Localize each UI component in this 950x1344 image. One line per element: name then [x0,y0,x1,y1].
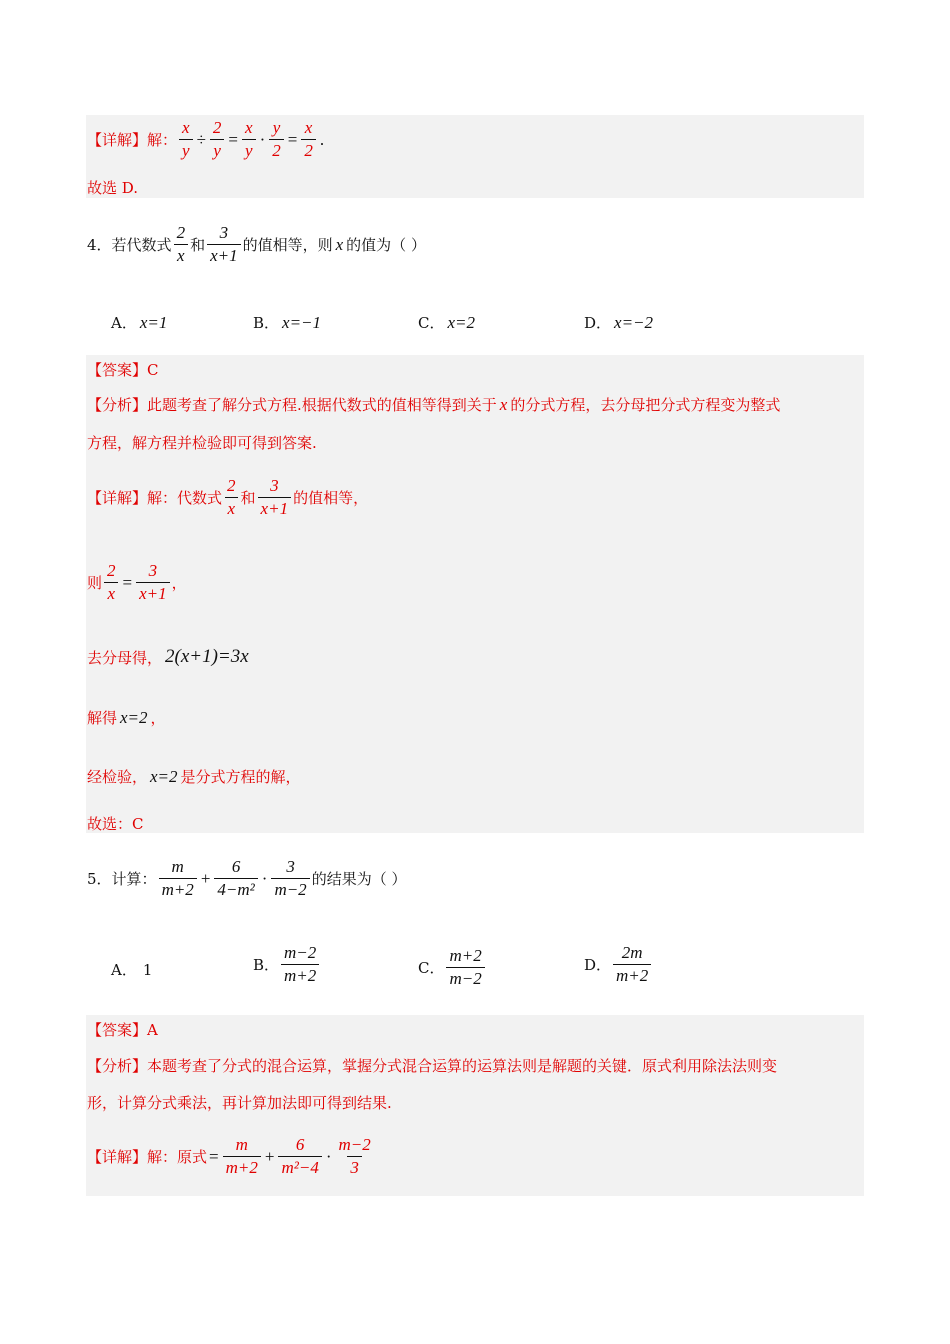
operator: · [259,129,266,149]
step-text: 去分母得， [87,648,163,667]
numerator: m−2 [338,1135,371,1154]
denominator: m+2 [281,964,319,986]
numerator: y [272,118,281,137]
denominator: y [179,139,193,161]
question-number: 4． [87,236,112,254]
q4-step3 [87,707,166,728]
denominator: y [210,139,224,161]
option-value: x=1 [139,312,168,332]
operator: ÷ [196,129,206,149]
question-text: 和 [190,236,206,254]
fraction [278,1135,321,1178]
denominator: x [174,244,188,266]
numerator: 2 [227,476,236,495]
q4-detail-line [87,476,368,519]
q4-option-c[interactable] [418,312,478,333]
fraction [223,1135,261,1178]
numerator: m+2 [449,946,482,965]
fraction [242,118,256,161]
analysis-text: 此题考查了解分式方程.根据代数式的值相等得到关于 [147,396,497,414]
option-label: D． [584,956,612,974]
q4-analysis-line2: 方程，解方程并检验即可得到答案. [87,434,317,452]
detail-text: 解：原式 [147,1148,208,1166]
q4-analysis-line1 [87,394,780,415]
question-text: 若代数式 [111,236,172,254]
detail-label: 【详解】 [87,131,148,149]
denominator: 3 [347,1156,362,1178]
variable: x [335,234,344,254]
q4-question [87,223,426,266]
q5-option-a[interactable] [111,959,152,980]
numerator: m [235,1135,248,1154]
option-label: A． [111,314,137,332]
answer-label: 【答案】 [87,361,148,379]
q5-analysis-line1 [87,1055,777,1076]
numerator: x [182,118,190,137]
option-label: B． [253,314,280,332]
denominator: m−2 [271,878,309,900]
operator: = [122,572,133,592]
fraction [301,118,316,161]
numerator: 2m [621,943,643,962]
fraction [281,943,319,986]
equation: x=2 [120,707,148,727]
operator: = [287,129,298,149]
operator: + [264,1146,275,1166]
period: . [319,129,325,149]
answer-value: A [147,1020,158,1039]
fraction [207,223,241,266]
numerator: 2 [176,223,186,242]
numerator: 3 [219,223,229,242]
step-text: ， [171,574,187,592]
option-label: D． [584,314,612,332]
fraction [136,561,170,604]
analysis-text: 的分式方程，去分母把分式方程变为整式 [510,396,781,414]
denominator: x [104,582,118,604]
denominator: 4−m² [214,878,257,900]
numerator: 2 [107,561,116,580]
option-label: C． [418,314,445,332]
step-text: 解得 [87,709,118,727]
option-value: x=−1 [282,312,322,332]
option-value: 1 [142,960,153,979]
denominator: m²−4 [278,1156,321,1178]
denominator: m+2 [613,964,651,986]
detail-text: 和 [240,489,256,507]
detail-text: 解：代数式 [147,489,223,507]
denominator: m−2 [446,967,484,989]
detail-text: 的值相等， [293,489,369,507]
option-value: x=2 [447,312,476,332]
analysis-label: 【分析】 [87,1057,148,1075]
step-text: 则 [87,574,103,592]
variable: x [499,394,508,414]
q4-step2 [87,646,252,668]
analysis-text: 本题考查了分式的混合运算，掌握分式混合运算的运算法则是解题的关键．原式利用除法法则变 [147,1057,778,1075]
q5-option-b[interactable] [253,943,321,986]
question-text: 计算： [111,870,157,888]
fraction [214,857,257,900]
fraction [446,946,484,989]
fraction [613,943,651,986]
question-text: 的值相等，则 [242,236,333,254]
numerator: m−2 [284,943,317,962]
numerator: 6 [295,1135,305,1154]
step-text: 是分式方程的解， [180,768,301,786]
q4-option-a[interactable] [111,312,170,333]
equation: x=2 [150,766,178,786]
q5-option-d[interactable] [584,943,653,986]
q3-detail-line [87,118,326,161]
fraction [271,857,309,900]
numerator: 3 [148,561,158,580]
fraction [269,118,284,161]
question-text: 的结果为（ ） [311,870,407,888]
numerator: 3 [270,476,279,495]
option-value: x=−2 [614,312,654,332]
numerator: 6 [231,857,241,876]
q4-solution-box [86,355,864,833]
operator: + [200,868,211,888]
q4-option-d[interactable] [584,312,656,333]
answer-value: C [147,360,159,379]
answer-label: 【答案】 [87,1021,148,1039]
option-label: C． [418,959,445,977]
numerator: 2 [212,118,222,137]
q5-answer [87,1019,158,1040]
fraction [174,223,189,266]
q4-option-b[interactable] [253,312,324,333]
step-text: ， [150,709,166,727]
q4-step4 [87,766,301,787]
denominator: x+1 [207,244,241,266]
fraction [258,476,292,519]
denominator: x [225,497,239,519]
fraction [179,118,193,161]
q5-option-c[interactable] [418,946,487,989]
q3-choice: 故选 D. [87,179,139,197]
denominator: y [242,139,256,161]
denominator: x+1 [136,582,170,604]
numerator: x [304,118,313,137]
denominator: x+1 [258,497,292,519]
question-text: 的值为（ ） [346,236,426,254]
q4-choice: 故选：C [87,815,144,833]
step-text: 经检验， [87,768,148,786]
operator: = [209,1146,219,1166]
q4-answer [87,359,159,380]
option-label: A． [111,961,137,979]
numerator: x [245,118,253,137]
detail-label: 【详解】 [87,489,148,507]
q4-step1 [87,561,187,604]
denominator: 2 [301,139,316,161]
operator: · [325,1146,332,1166]
detail-prefix: 解： [147,131,178,149]
fraction [159,857,197,900]
operator: · [261,868,268,888]
numerator: m [171,857,184,876]
numerator: 3 [286,857,295,876]
fraction [224,476,239,519]
denominator: m+2 [159,878,197,900]
denominator: m+2 [223,1156,261,1178]
fraction [104,561,119,604]
fraction [210,118,225,161]
analysis-label: 【分析】 [87,396,148,414]
equation: 2(x+1)=3x [165,646,249,667]
q5-detail-line [87,1135,376,1178]
q5-question [87,857,406,900]
q5-analysis-line2: 形，计算分式乘法，再计算加法即可得到结果. [87,1094,392,1112]
denominator: 2 [269,139,284,161]
operator: = [228,129,239,149]
question-number: 5． [87,870,112,888]
fraction [336,1135,374,1178]
detail-label: 【详解】 [87,1148,148,1166]
option-label: B． [253,956,280,974]
